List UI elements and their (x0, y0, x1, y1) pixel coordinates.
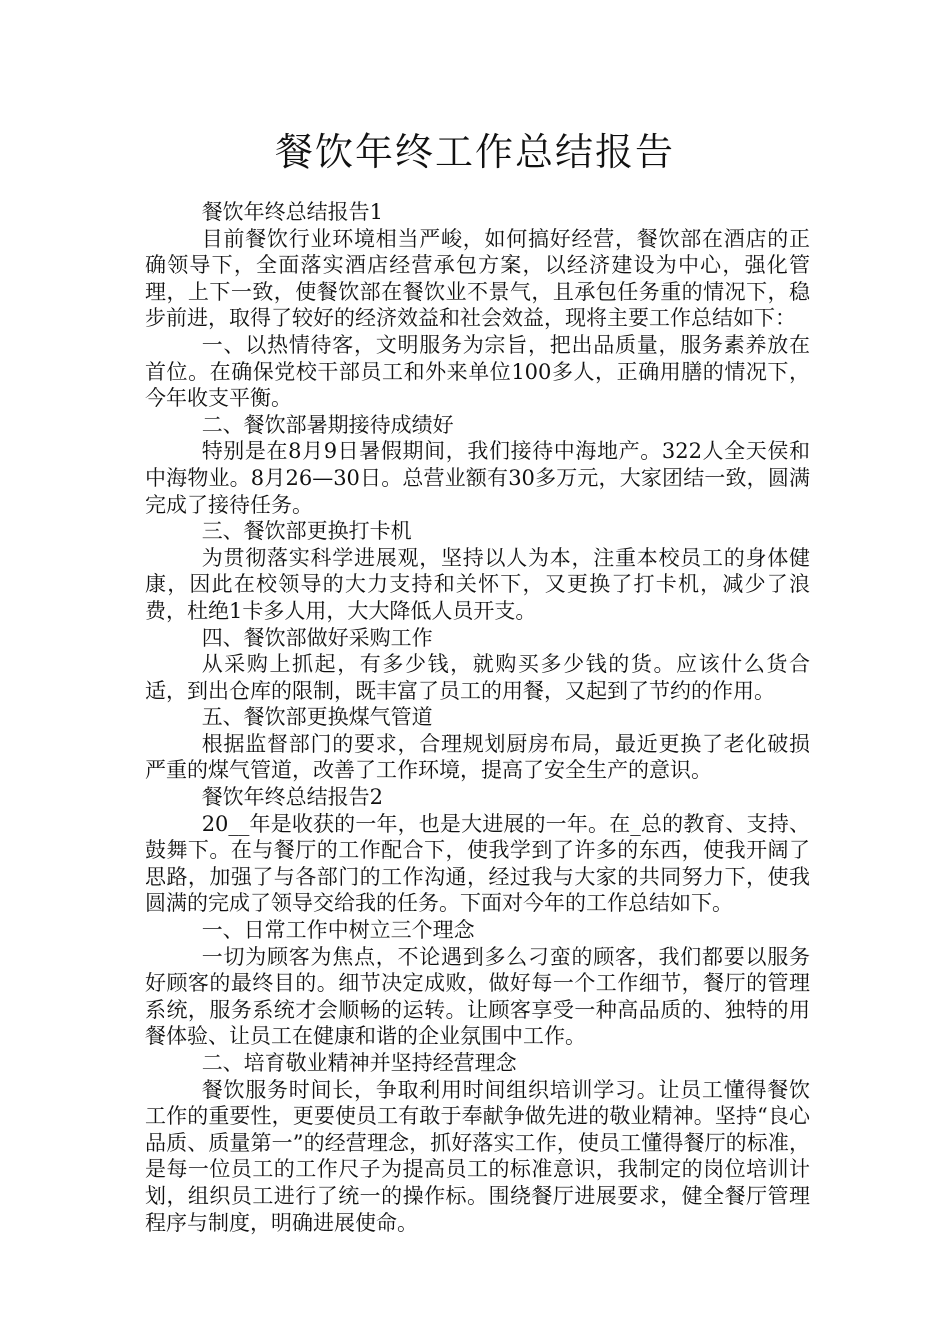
subheading: 二、培育敬业精神并坚持经营理念 (201, 1051, 517, 1075)
paragraph: 根据监督部门的要求，合理规划厨房布局，最近更换了老化破损严重的煤气管道，改善了工作环境，提高了安全生产的意识。 (145, 731, 810, 783)
paragraph: 一切为顾客为焦点，不论遇到多么刁蛮的顾客，我们都要以服务好顾客的最终目的。细节决定成败，做好每一个工作细节，餐厅的管理系统，服务系统才会顺畅的运转。让顾客享受一种高品质的、独特的用餐体验、让员工在健康和谐的企业氛围中工作。 (145, 944, 810, 1049)
paragraph: 从采购上抓起，有多少钱，就购买多少钱的货。应该什么货合适，到出仓库的限制，既丰富了员工的用餐，又起到了节约的作用。 (145, 652, 810, 703)
paragraph: 为贯彻落实科学进展观，坚持以人为本，注重本校员工的身体健康，因此在校领导的大力支持和关怀下，又更换了打卡机，减少了浪费，杜绝1卡多人用，大大降低人员开支。 (145, 545, 810, 623)
subheading: 五、餐饮部更换煤气管道 (201, 705, 433, 730)
paragraph: 目前餐饮行业环境相当严峻，如何搞好经营，餐饮部在酒店的正确领导下，全面落实酒店经营承包方案，以经济建设为中心，强化管理，上下一致，使餐饮部在餐饮业不景气，且承包任务重的情况下，稳步前进，取得了较好的经济效益和社会效益，现将主要工作总结如下： (145, 226, 810, 331)
subheading: 三、餐饮部更换打卡机 (201, 519, 412, 544)
paragraph: 特别是在8月9日暑假期间，我们接待中海地产。322人全天侯和中海物业。8月26—30日。总营业额有30多万元，大家团结一致，圆满完成了接待任务。 (145, 439, 810, 517)
section-heading: 餐饮年终总结报告2 (201, 785, 384, 810)
paragraph: 一、以热情待客，文明服务为宗旨，把出品质量，服务素养放在首位。在确保党校干部员工和外来单位100多人，正确用膳的情况下，今年收支平衡。 (145, 332, 810, 411)
subheading: 一、日常工作中树立三个理念 (201, 918, 475, 943)
document-body (145, 199, 810, 1236)
paragraph: 餐饮服务时间长，争取利用时间组织培训学习。让员工懂得餐饮工作的重要性，更要使员工有敢于奉献争做先进的敬业精神。坚持“良心品质、质量第一”的经营理念，抓好落实工作，使员工懂得餐厅的标准，是每一位员工的工作尺子为提高员工的标准意识，我制定的岗位培训计划，组织员工进行了统一的操作标。围绕餐厅进展要求，健全餐厅管理程序与制度，明确进展使命。 (145, 1077, 810, 1235)
subheading: 二、餐饮部暑期接待成绩好 (201, 412, 454, 437)
document-title: 餐饮年终工作总结报告 (274, 130, 675, 174)
section-heading: 餐饮年终总结报告1 (201, 200, 384, 224)
subheading: 四、餐饮部做好采购工作 (201, 625, 433, 650)
paragraph: 20__年是收获的一年，也是大进展的一年。在_总的教育、支持、鼓舞下。在与餐厅的工作配合下，使我学到了许多的东西，使我开阔了思路，加强了与各部门的工作沟通，经过我与大家的共同努力下，使我圆满的完成了领导交给我的任务。下面对今年的工作总结如下。 (145, 811, 810, 916)
